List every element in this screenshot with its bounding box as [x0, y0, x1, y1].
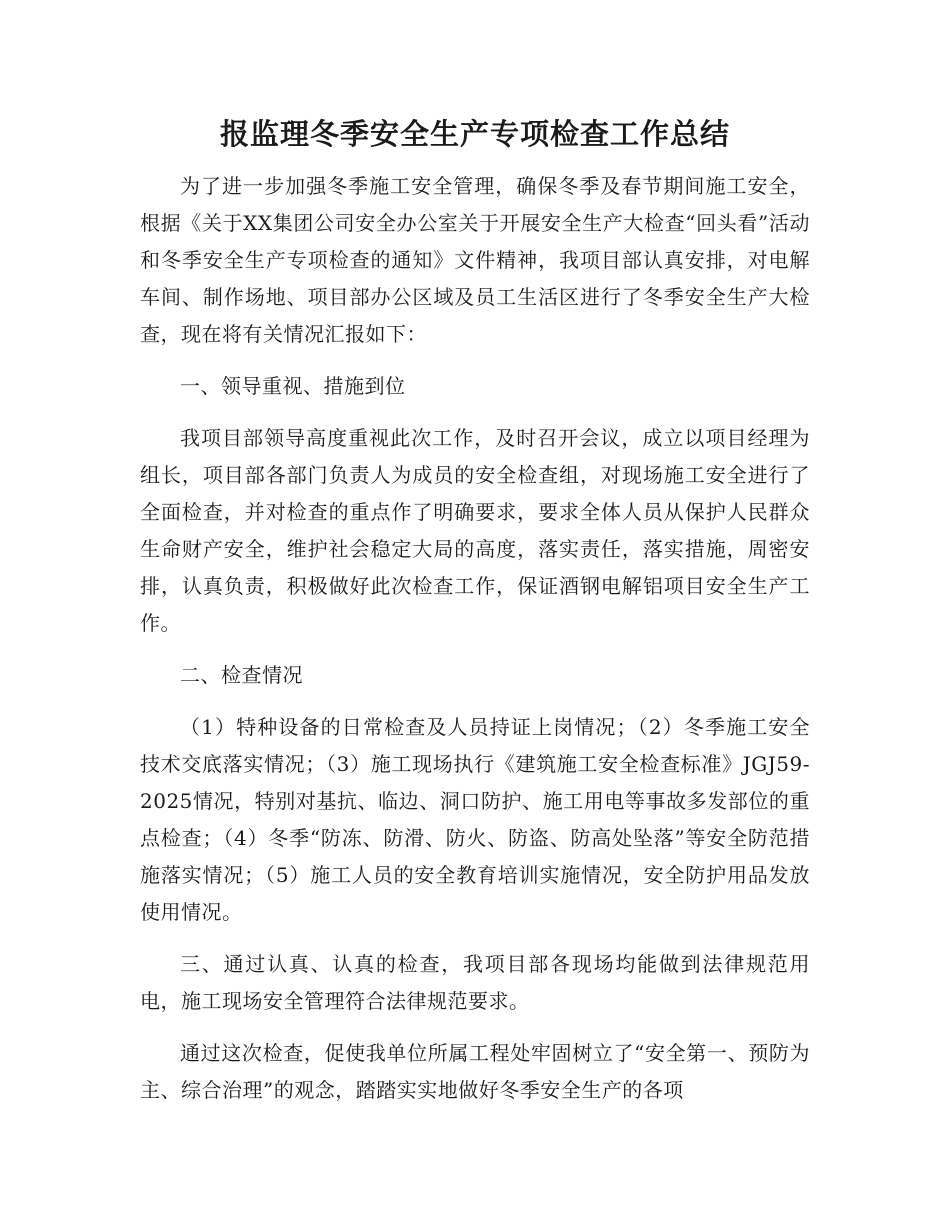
section-heading-inspection: 二、检查情况 [180, 663, 303, 687]
section-three-paragraph: 三、通过认真、认真的检查，我项目部各现场均能做到法律规范用电，施工现场安全管理符合法律规范要求。 [140, 952, 810, 1013]
conclusion-paragraph: 通过这次检查，促使我单位所属工程处牢固树立了“安全第一、预防为主、综合治理”的观念，踏踏实实地做好冬季安全生产的各项 [140, 1041, 810, 1102]
document-page [140, 112, 810, 1109]
inspection-items-paragraph: （1）特种设备的日常检查及人员持证上岗情况；（2）冬季施工安全技术交底落实情况；（3）施工现场执行《建筑施工安全检查标准》JGJ59-2025情况，特别对基抗、临边、洞口防护、施工用电等事故多发部位的重点检查；（4）冬季“防冻、防滑、防火、防盗、防高处坠落”等安全防范措施落实情况；（5）施工人员的安全教育培训实施情况，安全防护用品发放使用情况。 [140, 715, 810, 924]
document-title: 报监理冬季安全生产专项检查工作总结 [219, 117, 730, 151]
leadership-paragraph: 我项目部领导高度重视此次工作，及时召开会议，成立以项目经理为组长，项目部各部门负责人为成员的安全检查组，对现场施工安全进行了全面检查，并对检查的重点作了明确要求，要求全体人员从保护人民群众生命财产安全，维护社会稳定大局的高度，落实责任，落实措施，周密安排，认真负责，积极做好此次检查工作，保证酒钢电解铝项目安全生产工作。 [140, 426, 810, 635]
intro-paragraph: 为了进一步加强冬季施工安全管理，确保冬季及春节期间施工安全，根据《关于XX集团公司安全办公室关于开展安全生产大检查“回头看”活动和冬季安全生产专项检查的通知》文件精神，我项目部认真安排，对电解车间、制作场地、项目部办公区域及员工生活区进行了冬季安全生产大检查，现在将有关情况汇报如下： [140, 174, 810, 346]
section-heading-leadership: 一、领导重视、措施到位 [180, 374, 406, 398]
